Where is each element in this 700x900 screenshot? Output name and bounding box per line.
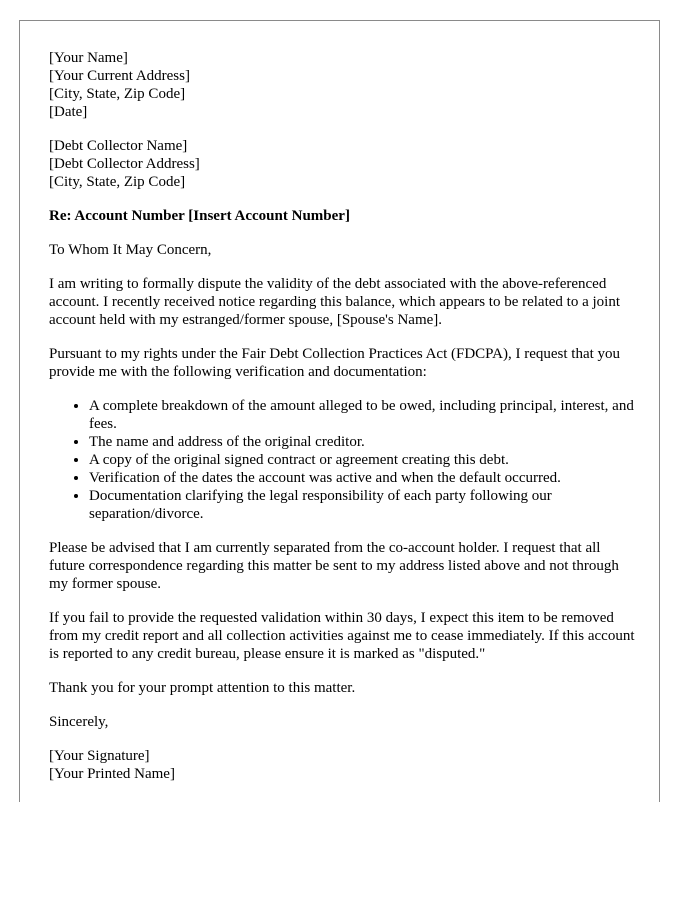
paragraph-validation-deadline: If you fail to provide the requested validation within 30 days, I expect this item to be removed from my credit report and all collection activities against me to cease immediately. If this account is reported to any credit bureau, please ensure it is marked as "disputed." [49,610,635,662]
list-item: • A copy of the original signed contract or agreement creating this debt. [89,451,639,469]
sender-address: [Your Current Address] [49,68,190,84]
recipient-name: [Debt Collector Name] [49,138,188,154]
list-item: • Documentation clarifying the legal responsibility of each party following our separation/divorce. [89,487,639,523]
list-item: • Verification of the dates the account was active and when the default occurred. [89,469,639,487]
letter-date: [Date] [49,104,88,120]
recipient-address: [Debt Collector Address] [49,156,200,172]
recipient-block [49,137,639,191]
list-item: • A complete breakdown of the amount alleged to be owed, including principal, interest, and fees. [89,397,639,433]
signature-block [49,747,639,783]
printed-name: [Your Printed Name] [49,766,175,782]
paragraph-thanks: Thank you for your prompt attention to this matter. [49,680,356,696]
paragraph-dispute: I am writing to formally dispute the validity of the debt associated with the above-referenced account. I recently received notice regarding this balance, which appears to be related to a joint account held with my estranged/former spouse, [Spouse's Name]. [49,276,620,328]
salutation: To Whom It May Concern, [49,242,212,258]
letter-page [19,20,660,802]
signoff: Sincerely, [49,714,109,730]
sender-name: [Your Name] [49,50,128,66]
signature-line: [Your Signature] [49,748,150,764]
recipient-city-state-zip: [City, State, Zip Code] [49,174,186,190]
list-item: • The name and address of the original creditor. [89,433,639,451]
paragraph-separation-notice: Please be advised that I am currently separated from the co-account holder. I request that all future correspondence regarding this matter be sent to my address listed above and not through my former spouse. [49,540,619,592]
verification-request-list [49,397,639,523]
paragraph-fdcpa-request: Pursuant to my rights under the Fair Debt Collection Practices Act (FDCPA), I request that you provide me with the following verification and documentation: [49,346,621,380]
sender-city-state-zip: [City, State, Zip Code] [49,86,186,102]
subject-line: Re: Account Number [Insert Account Number] [49,208,350,224]
letter-content [49,49,639,783]
sender-block [49,49,639,121]
